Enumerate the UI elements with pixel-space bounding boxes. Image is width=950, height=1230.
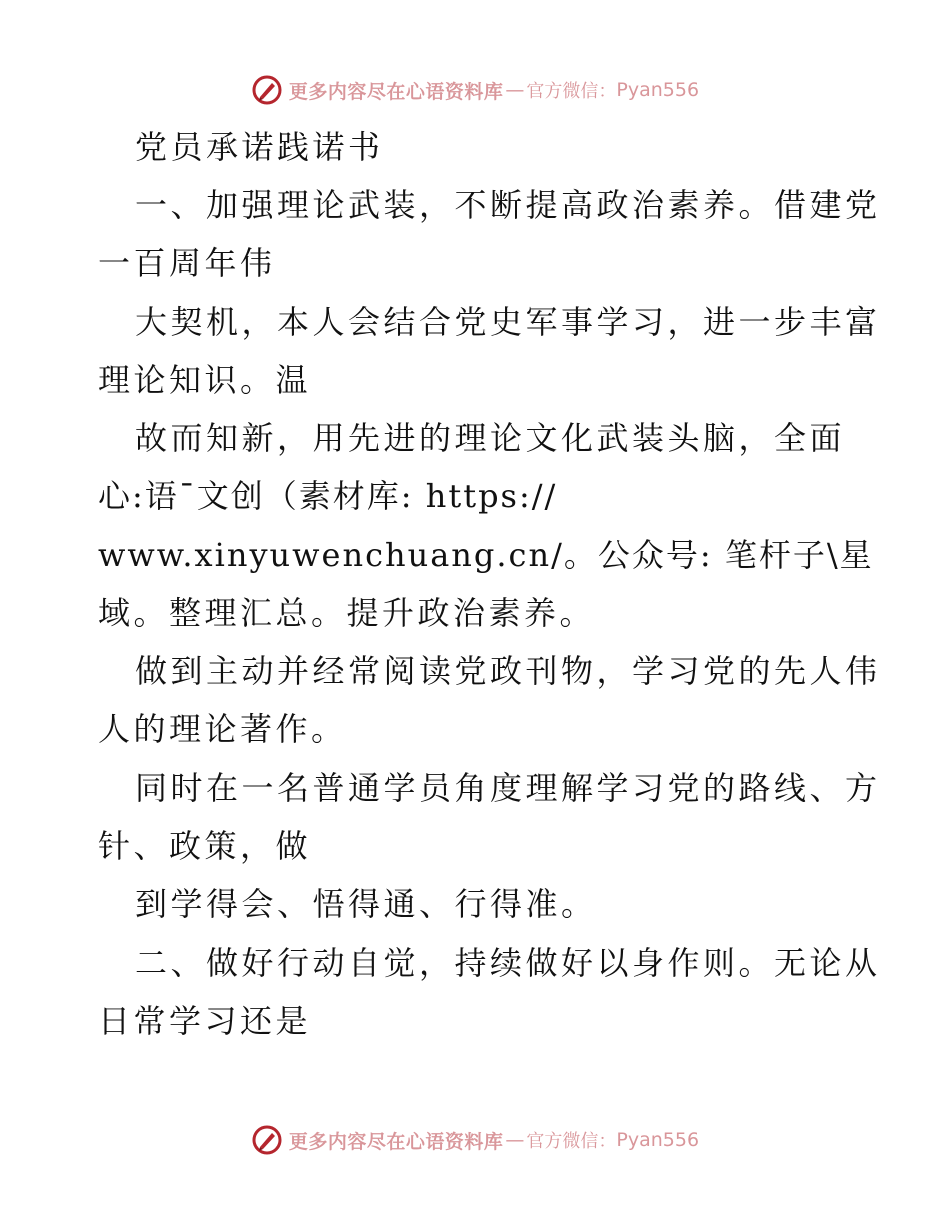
pen-logo-icon bbox=[251, 74, 283, 106]
paragraph-line: 做到主动并经常阅读党政刊物，学习党的先人伟 bbox=[135, 652, 881, 690]
paragraph-line: 到学得会、悟得通、行得准。 bbox=[135, 885, 597, 923]
header-watermark-banner bbox=[0, 70, 950, 110]
banner-brand-text: 更多内容尽在心语资料库 bbox=[288, 1130, 504, 1153]
banner-dash: — bbox=[505, 1129, 525, 1151]
paragraph-line: 理论知识。温 bbox=[98, 361, 312, 399]
paragraph-line: 针、政策，做 bbox=[98, 827, 312, 865]
paragraph-line: 同时在一名普通学员角度理解学习党的路线、方 bbox=[135, 769, 881, 807]
paragraph-line: 日常学习还是 bbox=[98, 1002, 312, 1040]
pen-logo-icon bbox=[251, 1124, 283, 1156]
banner-brand-text: 更多内容尽在心语资料库 bbox=[288, 80, 504, 103]
paragraph-line: 一、加强理论武装，不断提高政治素养。借建党 bbox=[135, 186, 881, 224]
paragraph-line: www.xinyuwenchuang.cn/。公众号: 笔杆子\星 bbox=[98, 536, 874, 574]
paragraph-line: 二、做好行动自觉，持续做好以身作则。无论从 bbox=[135, 944, 881, 982]
banner-wechat-label: 官方微信： bbox=[526, 1131, 617, 1152]
banner-wechat-id: Pyan556 bbox=[616, 1129, 700, 1151]
document-title: 党员承诺践诺书 bbox=[135, 128, 384, 166]
banner-dash: — bbox=[505, 79, 525, 101]
banner-wechat-label: 官方微信： bbox=[526, 81, 617, 102]
banner-wechat-id: Pyan556 bbox=[616, 79, 700, 101]
paragraph-line: 故而知新，用先进的理论文化武装头脑，全面 bbox=[135, 419, 846, 457]
paragraph-line: 大契机，本人会结合党史军事学习，进一步丰富 bbox=[135, 303, 881, 341]
paragraph-line: 人的理论著作。 bbox=[98, 710, 347, 748]
paragraph-line: 一百周年伟 bbox=[98, 244, 276, 282]
footer-watermark-banner bbox=[0, 1120, 950, 1160]
paragraph-line: 心:语¯文创（素材库: https:// bbox=[98, 477, 558, 515]
paragraph-line: 域。整理汇总。提升政治素养。 bbox=[98, 594, 596, 632]
